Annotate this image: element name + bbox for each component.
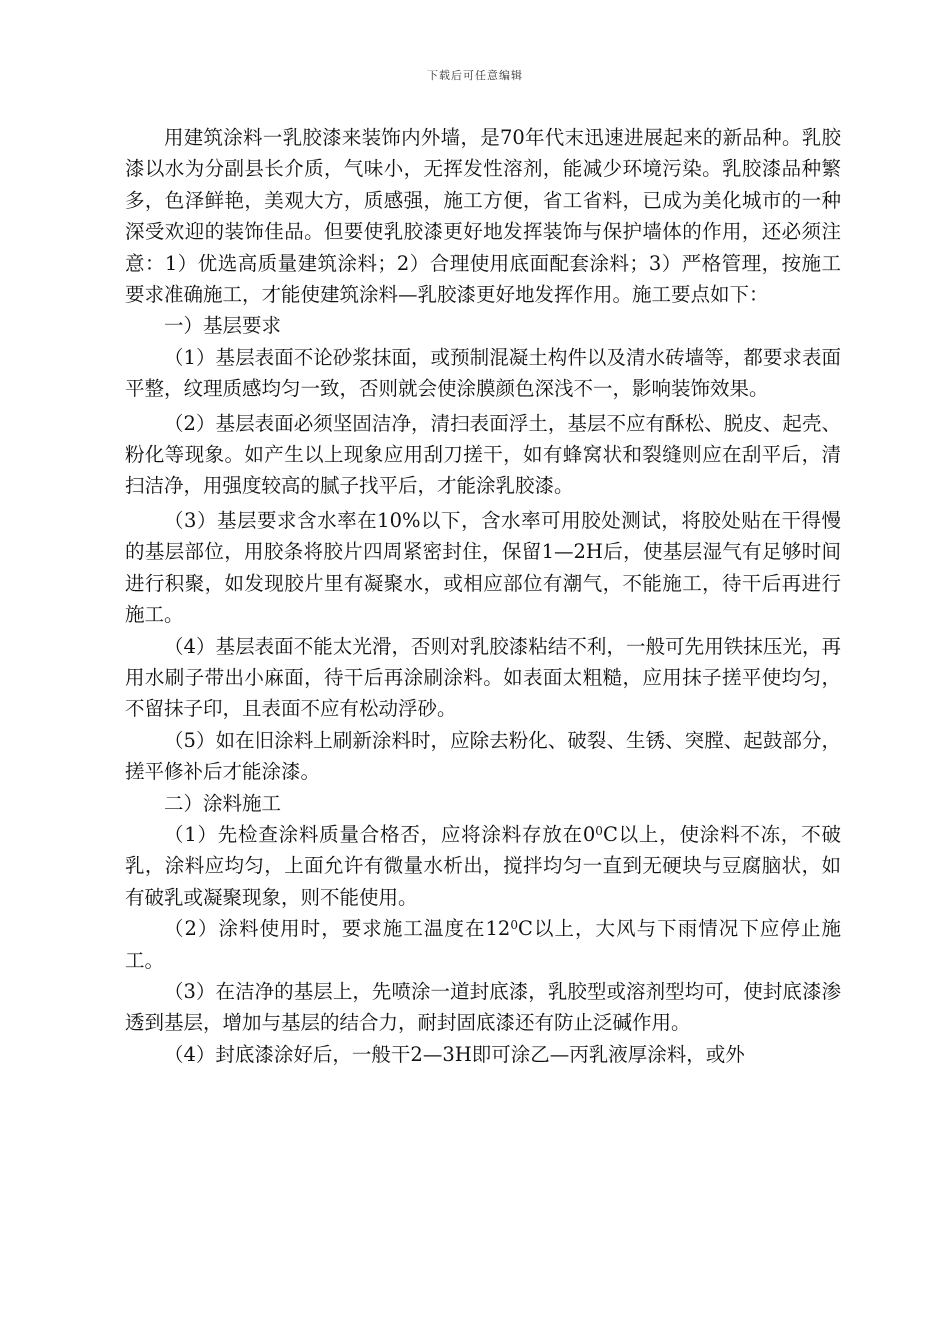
base-item-4: （4）基层表面不能太光滑，否则对乳胶漆粘结不利，一般可先用铁抹压光，再用水刷子带出小麻面，待干后再涂刷涂料。如表面太粗糙，应用抹子搓平使均匀，不留抹子印，且表面不应有松动浮砂。 bbox=[125, 634, 841, 721]
section-heading-coating: 二）涂料施工 bbox=[164, 791, 282, 815]
page-header: 下载后可任意编辑 bbox=[427, 69, 523, 82]
superscript: 0 bbox=[510, 918, 518, 933]
base-item-5: （5）如在旧涂料上刷新涂料时，应除去粉化、破裂、生锈、突膛、起鼓部分，搓平修补后才能涂漆。 bbox=[125, 728, 841, 784]
base-item-3: （3）基层要求含水率在10%以下，含水率可用胶处测试，将胶处贴在干得慢的基层部位，用胶条将胶片四周紧密封住，保留1—2H后，使基层湿气有足够时间进行积聚，如发现胶片里有凝聚水，或相应部位有潮气，不能施工，待干后再进行施工。 bbox=[125, 508, 841, 627]
base-item-1: （1）基层表面不论砂浆抹面，或预制混凝土构件以及清水砖墙等，都要求表面平整，纹理质感均匀一致，否则就会使涂膜颜色深浅不一，影响装饰效果。 bbox=[125, 345, 841, 401]
coating-item-1: （1）先检查涂料质量合格否，应将涂料存放在$0^0C$以上，使涂料不冻，不破乳，涂料应均匀，上面允许有微量水析出，搅拌均匀一直到无硬块与豆腐脑状，如有破乳或凝聚现象，则不能使用。 bbox=[125, 822, 841, 909]
base-item-2: （2）基层表面必须坚固洁净，清扫表面浮土，基层不应有酥松、脱皮、起壳、粉化等现象。如产生以上现象应用刮刀搓干，如有蜂窝状和裂缝则应在刮平后，清扫洁净，用强度较高的腻子找平后，才能涂乳胶漆。 bbox=[125, 411, 841, 498]
section-heading-base: 一）基层要求 bbox=[164, 314, 282, 338]
intro-paragraph: 用建筑涂料一乳胶漆来装饰内外墙，是70年代末迅速进展起来的新品种。乳胶漆以水为分副县长介质，气味小，无挥发性溶剂，能减少环境污染。乳胶漆品种繁多，色泽鲜艳，美观大方，质感强，施工方便，省工省料，已成为美化城市的一种深受欢迎的装饰佳品。但要使乳胶漆更好地发挥装饰与保护墙体的作用，还必须注意：1）优选高质量建筑涂料；2）合理使用底面配套涂料；3）严格管理，按施工要求准确施工，才能使建筑涂料—乳胶漆更好地发挥作用。施工要点如下： bbox=[125, 126, 841, 307]
coating-item-4: （4）封底漆涂好后，一般干2—3H即可涂乙—丙乳液厚涂料，或外 bbox=[164, 1042, 745, 1066]
coating-item-2: （2）涂料使用时，要求施工温度在$12^0C$以上，大风与下雨情况下应停止施工。 bbox=[125, 917, 841, 972]
document-body bbox=[125, 122, 841, 1070]
superscript: 0 bbox=[595, 823, 603, 838]
coating-item-3: （3）在洁净的基层上，先喷涂一道封底漆，乳胶型或溶剂型均可，使封底漆渗透到基层，增加与基层的结合力，耐封固底漆还有防止泛碱作用。 bbox=[125, 979, 841, 1035]
